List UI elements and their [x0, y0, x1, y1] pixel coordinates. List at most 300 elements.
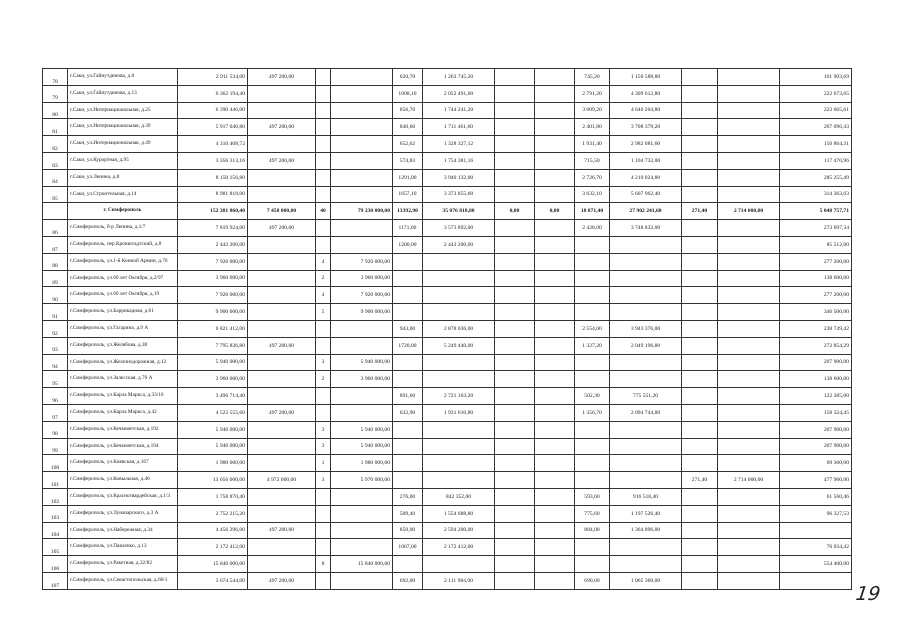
cell-elevator-count: 2: [316, 270, 331, 287]
cell-basement-area: [495, 304, 535, 321]
cell-roof-cost: 3 940 132,00: [423, 169, 495, 186]
cell-basement-area: [495, 337, 535, 354]
cell-roof-cost: 2 111 984,00: [423, 572, 495, 589]
table-row: [43, 102, 852, 119]
cell-elevator-cost: 7 920 000,00: [331, 287, 393, 304]
cell-contribution-amount: [780, 572, 852, 589]
cell-elevator-count: [316, 236, 331, 253]
cell-contribution-amount: 61 560,46: [780, 488, 852, 505]
table-row: [43, 472, 852, 489]
table-row: [43, 253, 852, 270]
cell-basement-cost: [535, 354, 575, 371]
cell-elevator-count: 3: [316, 472, 331, 489]
cell-address: г.Симферополь, ул.Карла Маркса, д.33/10: [68, 388, 178, 405]
cell-elevator-count: [316, 85, 331, 102]
cell-total-cost: 1 758 870,40: [178, 488, 248, 505]
cell-elevator-cost: [331, 539, 393, 556]
cell-row-number: 99: [43, 438, 68, 455]
table-row: [43, 186, 852, 203]
cell-foundation-cost: [718, 354, 780, 371]
cell-roof-cost: 3 573 892,00: [423, 220, 495, 237]
cell-row-number: 90: [43, 287, 68, 304]
cell-elevator-count: [316, 169, 331, 186]
cell-total-cost: 4 456 296,00: [178, 522, 248, 539]
cell-total-cost: 7 819 924,00: [178, 220, 248, 237]
cell-foundation-cost: [718, 337, 780, 354]
cell-total-cost: 3 960 000,00: [178, 270, 248, 287]
cell-basement-cost: [535, 304, 575, 321]
cell-contribution-amount: 272 854,29: [780, 337, 852, 354]
cell-contribution-amount: 222 673,65: [780, 85, 852, 102]
cell-roof-cost: 1 328 327,12: [423, 136, 495, 153]
table-row: [43, 388, 852, 405]
cell-elevator-cost: 5 940 000,00: [331, 438, 393, 455]
cell-row-number: 91: [43, 304, 68, 321]
cell-facade-cost: 3 943 376,00: [610, 320, 682, 337]
cell-basement-cost: [535, 136, 575, 153]
cell-address: г.Симферополь, ул.Киевская, д.167: [68, 455, 178, 472]
cell-row-number: 98: [43, 421, 68, 438]
cell-elevator-count: [316, 320, 331, 337]
cell-foundation-area: [682, 438, 718, 455]
cell-facade-area: 3 632,10: [575, 186, 610, 203]
cell-basement-cost: 0,00: [535, 203, 575, 220]
cell-roof-area: [393, 253, 423, 270]
cell-row-number: 84: [43, 169, 68, 186]
cell-foundation-cost: [718, 505, 780, 522]
table-row: [43, 455, 852, 472]
cell-row-number: 94: [43, 354, 68, 371]
cell-facade-cost: 3 708 379,20: [610, 119, 682, 136]
cell-facade-cost: [610, 371, 682, 388]
cell-foundation-area: [682, 102, 718, 119]
cell-basement-cost: [535, 421, 575, 438]
cell-basement-area: [495, 236, 535, 253]
table-row: [43, 119, 852, 136]
cell-cost-item-1: 497 200,00: [248, 119, 316, 136]
cell-cost-item-1: [248, 354, 316, 371]
cell-foundation-cost: [718, 522, 780, 539]
cell-cost-item-1: 497 200,00: [248, 522, 316, 539]
cell-basement-cost: [535, 102, 575, 119]
cell-roof-area: 891,60: [393, 388, 423, 405]
cell-row-number: 101: [43, 472, 68, 489]
cell-foundation-cost: [718, 220, 780, 237]
cell-basement-cost: [535, 253, 575, 270]
cell-roof-area: 1720,00: [393, 337, 423, 354]
cell-facade-cost: 27 902 241,60: [610, 203, 682, 220]
cell-roof-cost: 2 172 412,00: [423, 539, 495, 556]
cell-row-number: 83: [43, 152, 68, 169]
cell-foundation-area: [682, 539, 718, 556]
cell-elevator-cost: [331, 337, 393, 354]
cell-basement-area: [495, 220, 535, 237]
cell-row-number: 80: [43, 102, 68, 119]
cell-elevator-count: [316, 119, 331, 136]
cell-foundation-cost: [718, 388, 780, 405]
cell-row-number: 79: [43, 85, 68, 102]
cell-facade-area: [575, 438, 610, 455]
cell-cost-item-1: 497 200,00: [248, 404, 316, 421]
cell-basement-cost: [535, 220, 575, 237]
cell-contribution-amount: 96 327,53: [780, 505, 852, 522]
cell-address: г.Симферополь, ул.Луначарского, д.3 А: [68, 505, 178, 522]
cell-address: г.Симферополь, ул.Баррикадная, д.61: [68, 304, 178, 321]
cell-facade-cost: 775 551,20: [610, 388, 682, 405]
cell-foundation-cost: [718, 136, 780, 153]
cell-contribution-amount: 122 385,00: [780, 388, 852, 405]
cell-elevator-count: 1: [316, 455, 331, 472]
cell-elevator-cost: [331, 119, 393, 136]
cell-basement-area: [495, 388, 535, 405]
cell-row-number: 81: [43, 119, 68, 136]
cell-roof-area: [393, 304, 423, 321]
cell-foundation-area: [682, 455, 718, 472]
cell-facade-area: 18 071,40: [575, 203, 610, 220]
cell-foundation-cost: [718, 69, 780, 86]
cell-basement-cost: [535, 438, 575, 455]
cell-cost-item-1: [248, 421, 316, 438]
cell-foundation-area: 271,40: [682, 472, 718, 489]
cell-roof-cost: 1 931 610,80: [423, 404, 495, 421]
cell-elevator-count: [316, 572, 331, 589]
cell-roof-area: 509,40: [393, 505, 423, 522]
cell-address: г.Симферополь, ул.Ковыльная, д.46: [68, 472, 178, 489]
cell-foundation-area: [682, 152, 718, 169]
cell-total-cost: 5 940 000,00: [178, 354, 248, 371]
table-row: [43, 572, 852, 589]
register-table: [42, 68, 852, 590]
cell-facade-cost: 4 210 024,80: [610, 169, 682, 186]
cell-facade-area: 690,00: [575, 572, 610, 589]
cell-facade-cost: 4 646 204,80: [610, 102, 682, 119]
cell-contribution-amount: [780, 522, 852, 539]
cell-contribution-amount: 238 749,42: [780, 320, 852, 337]
cell-foundation-cost: [718, 169, 780, 186]
cell-address: г.Симферополь, ул.Кечкеметская, д.192: [68, 421, 178, 438]
cell-contribution-amount: 477 960,00: [780, 472, 852, 489]
cell-row-number: 104: [43, 522, 68, 539]
cell-elevator-cost: 5 940 000,00: [331, 421, 393, 438]
cell-elevator-count: 3: [316, 354, 331, 371]
table-row: [43, 220, 852, 237]
cell-foundation-cost: [718, 320, 780, 337]
cell-roof-cost: [423, 354, 495, 371]
cell-cost-item-1: [248, 388, 316, 405]
cell-basement-area: [495, 85, 535, 102]
cell-elevator-cost: 3 960 000,00: [331, 371, 393, 388]
cell-facade-cost: [610, 287, 682, 304]
cell-facade-area: 2 726,70: [575, 169, 610, 186]
cell-elevator-cost: 7 920 000,00: [331, 253, 393, 270]
cell-roof-area: 1171,00: [393, 220, 423, 237]
cell-cost-item-1: [248, 253, 316, 270]
cell-facade-cost: 5 607 962,40: [610, 186, 682, 203]
cell-cost-item-1: [248, 556, 316, 573]
cell-address: г.Симферополь, ул.Кечкеметская, д.194: [68, 438, 178, 455]
cell-elevator-count: 3: [316, 421, 331, 438]
cell-cost-item-1: [248, 186, 316, 203]
cell-cost-item-1: [248, 85, 316, 102]
cell-facade-area: 3 009,20: [575, 102, 610, 119]
cell-roof-area: 1067,00: [393, 539, 423, 556]
cell-total-cost: 3 356 313,16: [178, 152, 248, 169]
cell-address: г.Саки, ул.Интернациональная, д.39: [68, 119, 178, 136]
cell-basement-area: [495, 320, 535, 337]
cell-basement-cost: [535, 488, 575, 505]
cell-total-cost: 1 980 000,00: [178, 455, 248, 472]
cell-elevator-cost: [331, 152, 393, 169]
cell-elevator-cost: 3 960 000,00: [331, 270, 393, 287]
cell-total-cost: 5 940 000,00: [178, 421, 248, 438]
cell-cost-item-1: [248, 236, 316, 253]
cell-total-cost: 2 443 200,00: [178, 236, 248, 253]
cell-roof-area: 1657,10: [393, 186, 423, 203]
cell-foundation-cost: [718, 152, 780, 169]
cell-facade-cost: 4 309 612,80: [610, 85, 682, 102]
cell-facade-area: 2 401,80: [575, 119, 610, 136]
city-total-row: [43, 203, 852, 220]
cell-contribution-amount: 158 324,45: [780, 404, 852, 421]
cell-roof-cost: 2 721 163,20: [423, 388, 495, 405]
cell-elevator-cost: [331, 220, 393, 237]
cell-elevator-cost: [331, 488, 393, 505]
cell-address: г.Симферополь, ул.Севастопольская, д.66/1: [68, 572, 178, 589]
cell-basement-area: [495, 253, 535, 270]
cell-foundation-area: [682, 404, 718, 421]
cell-facade-area: [575, 270, 610, 287]
cell-facade-area: 502,30: [575, 388, 610, 405]
cell-address: г.Саки, ул.Ленина, д.8: [68, 169, 178, 186]
cell-cost-item-1: [248, 304, 316, 321]
cell-cost-item-1: 497 200,00: [248, 220, 316, 237]
cell-foundation-cost: [718, 371, 780, 388]
table-row: [43, 505, 852, 522]
cell-foundation-cost: [718, 404, 780, 421]
cell-cost-item-1: [248, 320, 316, 337]
cell-row-number: 89: [43, 270, 68, 287]
cell-roof-area: 632,90: [393, 404, 423, 421]
cell-facade-cost: 1 065 360,00: [610, 572, 682, 589]
cell-total-cost: 8 981 818,00: [178, 186, 248, 203]
cell-contribution-amount: 273 697,34: [780, 220, 852, 237]
cell-basement-cost: [535, 152, 575, 169]
cell-roof-cost: [423, 287, 495, 304]
cell-roof-cost: [423, 556, 495, 573]
cell-address: г.Симферополь, ул.60 лет Октября, д.2/97: [68, 270, 178, 287]
cell-elevator-cost: [331, 186, 393, 203]
cell-foundation-area: [682, 119, 718, 136]
cell-roof-area: [393, 472, 423, 489]
cell-foundation-area: [682, 354, 718, 371]
cell-roof-area: [393, 421, 423, 438]
table-row: [43, 421, 852, 438]
table-row: [43, 522, 852, 539]
cell-roof-area: [393, 438, 423, 455]
cell-elevator-cost: 9 900 000,00: [331, 304, 393, 321]
cell-foundation-cost: [718, 304, 780, 321]
cell-facade-cost: 916 518,40: [610, 488, 682, 505]
cell-elevator-cost: 1 980 000,00: [331, 455, 393, 472]
table-row: [43, 169, 852, 186]
cell-elevator-count: 5: [316, 304, 331, 321]
cell-basement-cost: [535, 572, 575, 589]
cell-elevator-cost: [331, 522, 393, 539]
cell-total-cost: 6 821 412,00: [178, 320, 248, 337]
cell-facade-area: [575, 539, 610, 556]
cell-row-number: 103: [43, 505, 68, 522]
cell-address: г.Саки, ул.Гайнутдинова, д.13: [68, 85, 178, 102]
cell-contribution-amount: 346 500,00: [780, 304, 852, 321]
cell-elevator-cost: 15 840 000,00: [331, 556, 393, 573]
cell-contribution-amount: 85 512,00: [780, 236, 852, 253]
cell-facade-cost: [610, 270, 682, 287]
cell-facade-area: [575, 421, 610, 438]
cell-facade-area: [575, 371, 610, 388]
cell-roof-cost: 1 263 745,20: [423, 69, 495, 86]
cell-elevator-count: [316, 337, 331, 354]
cell-facade-area: [575, 455, 610, 472]
cell-facade-cost: 1 197 526,40: [610, 505, 682, 522]
cell-total-cost: 2 172 412,00: [178, 539, 248, 556]
cell-contribution-amount: 138 600,00: [780, 270, 852, 287]
cell-basement-area: [495, 186, 535, 203]
cell-facade-area: [575, 472, 610, 489]
cell-row-number: 87: [43, 236, 68, 253]
cell-foundation-area: [682, 85, 718, 102]
cell-basement-cost: [535, 169, 575, 186]
cell-foundation-area: 271,40: [682, 203, 718, 220]
cell-roof-cost: 1 711 461,60: [423, 119, 495, 136]
cell-foundation-area: [682, 488, 718, 505]
cell-foundation-area: [682, 287, 718, 304]
cell-roof-cost: 842 352,00: [423, 488, 495, 505]
cell-contribution-amount: 277 200,00: [780, 253, 852, 270]
cell-foundation-area: [682, 169, 718, 186]
cell-elevator-cost: [331, 169, 393, 186]
cell-row-number: 82: [43, 136, 68, 153]
cell-total-cost: 7 795 836,80: [178, 337, 248, 354]
cell-facade-area: 884,00: [575, 522, 610, 539]
cell-basement-cost: [535, 186, 575, 203]
cell-roof-area: 1200,00: [393, 236, 423, 253]
cell-roof-area: [393, 354, 423, 371]
cell-elevator-count: 40: [316, 203, 331, 220]
cell-cost-item-1: 7 458 000,00: [248, 203, 316, 220]
cell-facade-cost: 1 364 896,00: [610, 522, 682, 539]
cell-basement-cost: [535, 404, 575, 421]
cell-address: г.Симферополь, ул.1-й Конной Армии, д.76: [68, 253, 178, 270]
table-row: [43, 287, 852, 304]
cell-foundation-area: [682, 505, 718, 522]
table-row: [43, 270, 852, 287]
cell-contribution-amount: 76 034,42: [780, 539, 852, 556]
cell-facade-cost: [610, 438, 682, 455]
cell-cost-item-1: [248, 438, 316, 455]
cell-basement-area: [495, 354, 535, 371]
cell-cost-item-1: [248, 287, 316, 304]
cell-basement-area: [495, 421, 535, 438]
cell-facade-area: 1 327,20: [575, 337, 610, 354]
cell-facade-area: 1 931,40: [575, 136, 610, 153]
cell-foundation-area: [682, 270, 718, 287]
cell-elevator-cost: [331, 572, 393, 589]
cell-basement-area: [495, 539, 535, 556]
table-row: [43, 320, 852, 337]
cell-basement-cost: [535, 337, 575, 354]
table-row: [43, 488, 852, 505]
cell-total-cost: 7 920 000,00: [178, 253, 248, 270]
cell-elevator-count: 3: [316, 438, 331, 455]
cell-row-number: 96: [43, 388, 68, 405]
cell-address: г.Саки, ул.Строительная, д.14: [68, 186, 178, 203]
cell-roof-area: [393, 371, 423, 388]
cell-basement-cost: [535, 119, 575, 136]
cell-roof-cost: 2 878 036,00: [423, 320, 495, 337]
cell-address: г.Симферополь, ул.Залесская, д.70 А: [68, 371, 178, 388]
cell-row-number: 86: [43, 220, 68, 237]
cell-roof-cost: [423, 270, 495, 287]
cell-elevator-cost: [331, 69, 393, 86]
cell-facade-area: 593,60: [575, 488, 610, 505]
cell-basement-cost: [535, 539, 575, 556]
cell-contribution-amount: 314 363,63: [780, 186, 852, 203]
cell-cost-item-1: 497 200,00: [248, 152, 316, 169]
cell-facade-cost: 2 049 196,80: [610, 337, 682, 354]
cell-address: г.Симферополь, ул.Набережная, д.34: [68, 522, 178, 539]
cell-roof-area: 574,83: [393, 152, 423, 169]
cell-address: г.Симферополь, ул.Павленко, д.13: [68, 539, 178, 556]
cell-roof-cost: [423, 455, 495, 472]
cell-elevator-count: [316, 505, 331, 522]
cell-roof-area: 652,62: [393, 136, 423, 153]
cell-facade-area: 2 791,20: [575, 85, 610, 102]
cell-foundation-area: [682, 220, 718, 237]
cell-facade-area: 1 356,70: [575, 404, 610, 421]
cell-foundation-area: [682, 421, 718, 438]
cell-foundation-cost: [718, 539, 780, 556]
cell-elevator-count: [316, 522, 331, 539]
table-row: [43, 354, 852, 371]
cell-contribution-amount: 277 200,00: [780, 287, 852, 304]
cell-elevator-count: [316, 488, 331, 505]
cell-foundation-area: [682, 522, 718, 539]
cell-foundation-area: [682, 572, 718, 589]
cell-address: г.Симферополь, ул.Железнодорожная, д.12: [68, 354, 178, 371]
cell-roof-area: 850,00: [393, 522, 423, 539]
cell-total-cost: 8 150 156,80: [178, 169, 248, 186]
cell-elevator-count: 4: [316, 287, 331, 304]
cell-basement-cost: [535, 287, 575, 304]
cell-foundation-cost: 2 714 000,00: [718, 203, 780, 220]
cell-facade-cost: 3 748 832,00: [610, 220, 682, 237]
cell-elevator-count: [316, 220, 331, 237]
cell-facade-area: 745,20: [575, 69, 610, 86]
cell-facade-area: 2 554,00: [575, 320, 610, 337]
cell-basement-area: [495, 152, 535, 169]
cell-elevator-count: [316, 136, 331, 153]
cell-foundation-area: [682, 186, 718, 203]
cell-address: г.Симферополь, пер.Кронштадтский, д.8: [68, 236, 178, 253]
cell-elevator-cost: [331, 388, 393, 405]
cell-total-cost: 152 381 860,40: [178, 203, 248, 220]
cell-row-number: 95: [43, 371, 68, 388]
cell-roof-area: 856,70: [393, 102, 423, 119]
cell-elevator-cost: [331, 505, 393, 522]
cell-address: г.Саки, ул.Интернациональная, д.49: [68, 136, 178, 153]
cell-facade-cost: 1 150 588,80: [610, 69, 682, 86]
table-row: [43, 236, 852, 253]
